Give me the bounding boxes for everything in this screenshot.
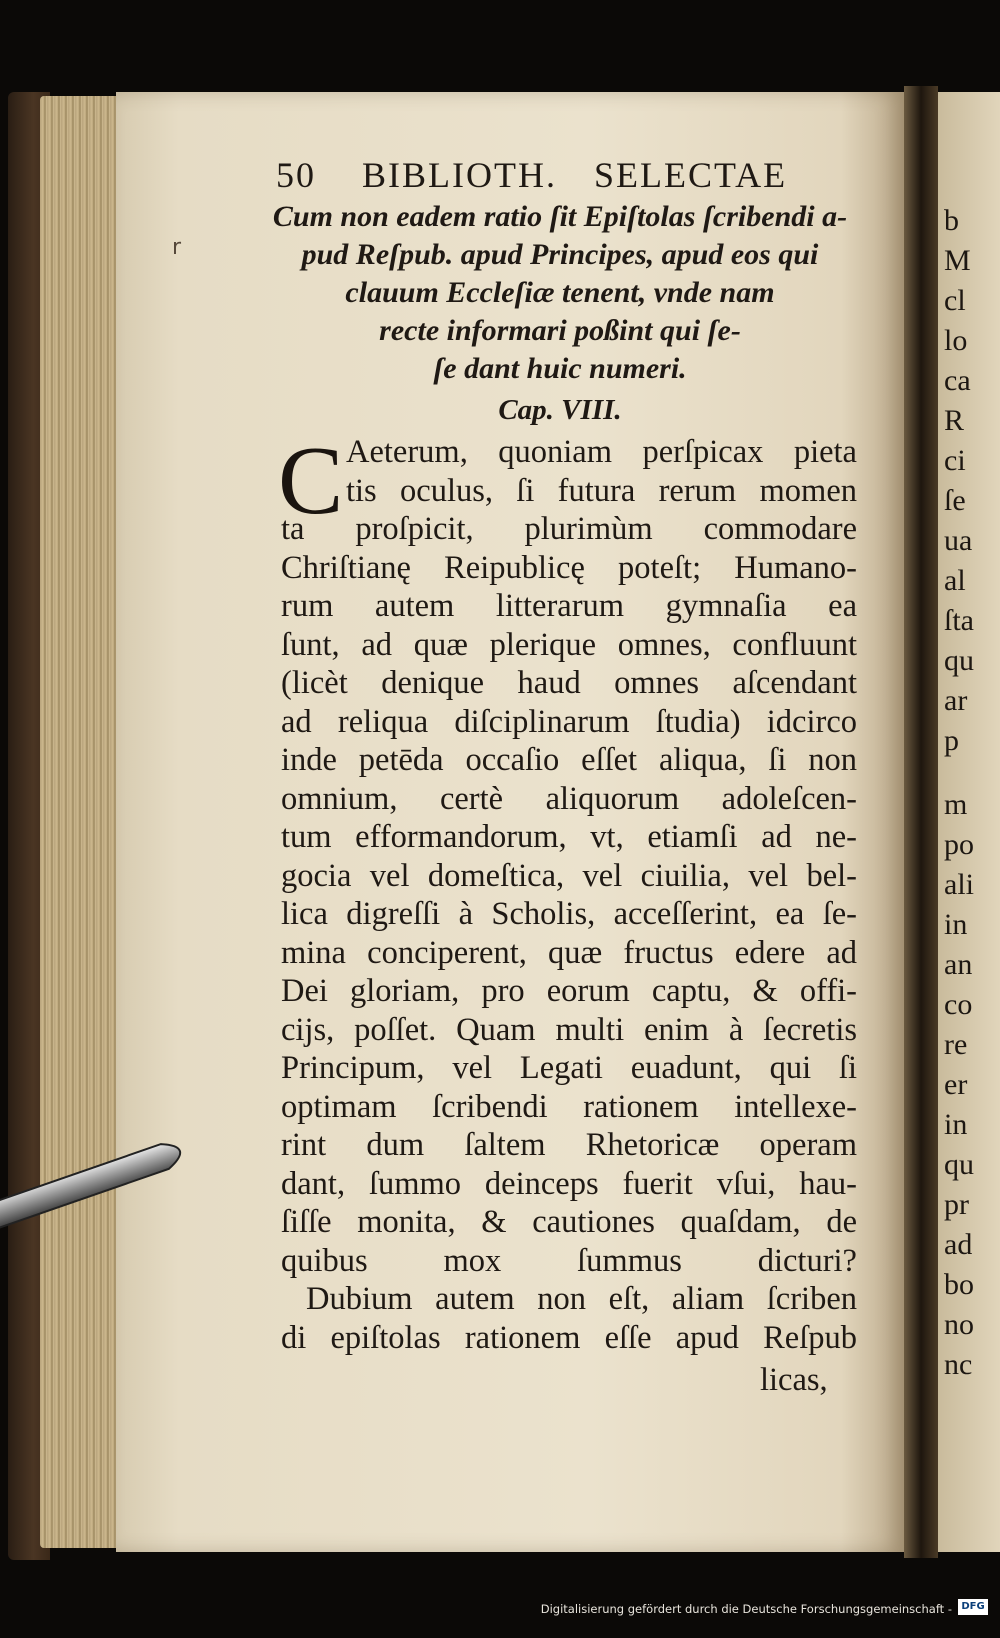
body-line: (licèt denique haud omnes aſcendant	[281, 665, 857, 701]
next-page-fragment: ad	[944, 1228, 973, 1261]
chapter-title-line: pud Reſpub. apud Principes, apud eos qui	[301, 238, 819, 271]
body-line: mina conciperent, quæ fructus edere ad	[281, 934, 857, 971]
next-page-fragment: pr	[944, 1188, 969, 1221]
chapter-title-line: recte informari poßint qui ſe-	[379, 314, 741, 347]
body-line: ſunt, ad quæ plerique omnes, confluunt	[281, 626, 857, 663]
body-line: lica digreſſi à Scholis, acceſſerint, ea ſe-	[281, 896, 857, 932]
margin-mark: r	[172, 235, 182, 260]
next-page-fragment: ar	[944, 684, 968, 717]
body-line: rint dum ſaltem Rhetoricæ operam	[281, 1127, 857, 1163]
body-line: Principum, vel Legati euadunt, qui ſi	[281, 1050, 857, 1086]
next-page-fragment: al	[944, 564, 966, 597]
next-page-fragment: m	[944, 788, 968, 821]
chapter-title-line: ſe dant huic numeri.	[433, 352, 687, 385]
body-line: Dei gloriam, pro eorum captu, & offi-	[281, 973, 857, 1009]
body-line: omnium, certè aliquorum adoleſcen-	[281, 780, 857, 817]
right-page-fragment	[938, 92, 1000, 1552]
running-title-right: SELECTAE	[594, 155, 788, 195]
next-page-fragment: ſta	[944, 604, 974, 637]
body-line: tum efformandorum, vt, etiamſi ad ne-	[281, 819, 857, 855]
next-page-fragment: in	[944, 1108, 968, 1141]
next-page-fragment: ſe	[944, 484, 966, 517]
next-page-fragment: b	[944, 204, 959, 237]
body-line: gocia vel domeſtica, vel ciuilia, vel bel-	[281, 857, 857, 894]
body-line: Chriſtianę Reipublicę poteſt; Humano-	[281, 549, 857, 586]
book-gutter	[904, 86, 938, 1558]
page-stack-edges	[40, 96, 128, 1548]
next-page-fragment: M	[944, 244, 971, 277]
next-page-fragment: an	[944, 948, 973, 981]
next-page-fragment: er	[944, 1068, 968, 1101]
body-line: inde petēda occaſio eſſet aliqua, ſi non	[281, 742, 857, 778]
next-page-fragment: ua	[944, 524, 973, 557]
body-line: Dubium autem non eſt, aliam ſcriben	[306, 1281, 857, 1317]
page-number: 50	[276, 155, 316, 195]
funding-credit: Digitalisierung gefördert durch die Deutsche Forschungsgemeinschaft -	[540, 1602, 952, 1616]
next-page-fragment: bo	[944, 1268, 974, 1301]
next-page-fragment: qu	[944, 644, 974, 677]
chapter-title-line: Cum non eadem ratio ſit Epiſtolas ſcribendi a-	[272, 200, 848, 233]
drop-cap: C	[278, 427, 344, 535]
next-page-fragment: in	[944, 908, 968, 941]
body-line: ſiſſe monita, & cautiones quaſdam, de	[281, 1204, 857, 1240]
body-line: rum autem litterarum gymnaſia ea	[281, 588, 857, 624]
body-line: tis oculus, ſi futura rerum momen	[346, 472, 857, 509]
body-line: quibus mox ſummus dicturi?	[281, 1242, 857, 1279]
next-page-fragment: po	[944, 828, 974, 861]
chapter-label: Cap. VIII.	[498, 394, 622, 426]
next-page-fragment: re	[944, 1028, 968, 1061]
catchword: licas,	[760, 1362, 828, 1398]
body-line: dant, ſummo deinceps fuerit vſui, hau-	[281, 1165, 857, 1202]
next-page-fragment: cl	[944, 284, 966, 317]
next-page-fragment: no	[944, 1308, 974, 1341]
next-page-fragment: qu	[944, 1148, 974, 1181]
next-page-fragment: ci	[944, 444, 966, 477]
body-line: ad reliqua diſciplinarum ſtudia) idcirco	[281, 703, 857, 740]
running-title-left: BIBLIOTH.	[362, 155, 557, 195]
next-page-fragment: nc	[944, 1348, 973, 1381]
next-page-fragment: ca	[944, 364, 971, 397]
next-page-fragment: p	[944, 724, 959, 757]
body-line: cijs, poſſet. Quam multi enim à ſecretis	[281, 1011, 857, 1048]
body-line: di epiſtolas rationem eſſe apud Reſpub	[281, 1319, 857, 1356]
next-page-fragment: ali	[944, 868, 974, 901]
body-line: ta proſpicit, plurimùm commodare	[281, 511, 857, 547]
dfg-logo-icon: DFG	[958, 1599, 988, 1615]
next-page-fragment: lo	[944, 324, 968, 357]
body-line: Aeterum, quoniam perſpicax pieta	[346, 434, 857, 470]
next-page-fragment: R	[944, 404, 965, 437]
next-page-fragment: co	[944, 988, 973, 1021]
footer-bar	[0, 1574, 1000, 1638]
body-line: optimam ſcribendi rationem intellexe-	[281, 1088, 857, 1125]
chapter-title-line: clauum Eccleſiæ tenent, vnde nam	[345, 276, 775, 309]
